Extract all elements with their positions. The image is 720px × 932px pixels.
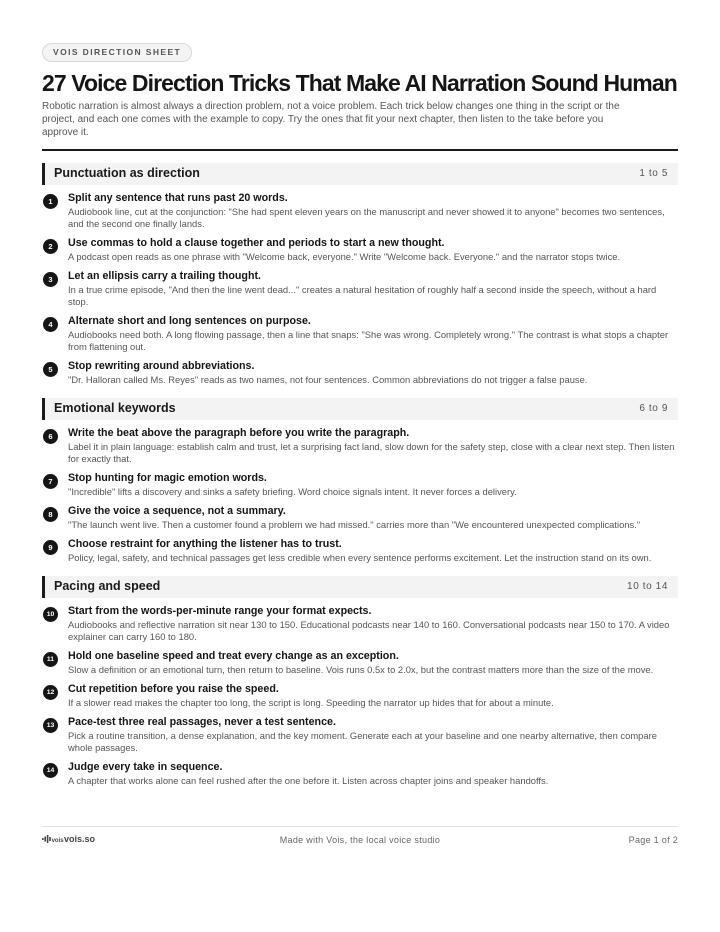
tip-item: [42, 505, 678, 531]
tip-body: Policy, legal, safety, and technical passages get less credible when every sentence performs excitement. Let the instruction stand on its own.: [68, 552, 652, 563]
tip-title: Stop rewriting around abbreviations.: [68, 360, 255, 372]
tip-title: Split any sentence that runs past 20 words.: [68, 192, 288, 204]
section-title: Punctuation as direction: [54, 166, 200, 180]
tip-item: [42, 427, 678, 465]
tip-body: If a slower read makes the chapter too long, the script is long. Speeding the narrator up hides that for about a minute.: [68, 697, 554, 708]
tip-number-badge: 3: [43, 272, 58, 287]
sections-list: [42, 163, 678, 787]
tip-body: A chapter that works alone can feel rushed after the one before it. Listen across chapter joins and speaker handoffs.: [68, 775, 549, 786]
svg-text:vois: vois: [51, 838, 64, 844]
tip-title: Give the voice a sequence, not a summary.: [68, 505, 286, 517]
footer-domain: vois.so: [64, 834, 96, 844]
tip-title: Stop hunting for magic emotion words.: [68, 472, 267, 484]
tip-item: [42, 538, 678, 564]
tip-number-badge: 9: [43, 540, 58, 555]
tip-body: Audiobook line, cut at the conjunction: "She had spent eleven years on the manuscript and never showed it to anyone" becomes two sentences, and the second one finally lands.: [68, 206, 665, 229]
tip-title: Let an ellipsis carry a trailing thought.: [68, 270, 262, 282]
tip-body: In a true crime episode, "And then the line went dead..." creates a natural hesitation of roughly half a second inside the speech, without a hard stop.: [68, 284, 657, 307]
tip-title: Start from the words-per-minute range your format expects.: [68, 605, 372, 617]
tip-item: [42, 315, 678, 353]
tip-number-badge: 14: [43, 763, 58, 778]
tip-title: Use commas to hold a clause together and periods to start a new thought.: [68, 237, 445, 249]
tip-number-badge: 2: [43, 239, 58, 254]
section-range: 6 to 9: [639, 403, 668, 414]
page-title: 27 Voice Direction Tricks That Make AI Narration Sound Human: [42, 70, 677, 96]
tip-item: [42, 270, 678, 308]
tip-body: Pick a routine transition, a dense explanation, and the key moment. Generate each at your baseline and one nearby alternative, then compare whole passages.: [68, 730, 657, 753]
tip-item: [42, 683, 678, 709]
tip-number-badge: 6: [43, 429, 58, 444]
tip-number-badge: 4: [43, 317, 58, 332]
footer-caption: Made with Vois, the local voice studio: [279, 835, 441, 845]
tip-title: Hold one baseline speed and treat every change as an exception.: [68, 650, 399, 662]
tip-number-badge: 13: [43, 718, 58, 733]
sheet-tag: VOIS DIRECTION SHEET: [42, 43, 192, 62]
tip-number-badge: 1: [43, 194, 58, 209]
tip-item: [42, 650, 678, 676]
tip-body: Label it in plain language: establish calm and trust, let a surprising fact land, slow down for the safety step, close with a clear next step. Then listen for exactly that.: [68, 441, 675, 464]
tip-item: [42, 360, 678, 386]
tip-number-badge: 7: [43, 474, 58, 489]
tip-number-badge: 12: [43, 685, 58, 700]
tip-body: Audiobooks need both. A long flowing passage, then a line that snaps: "She was wrong. Completely wrong." The contrast is what stops a chapter from flattening out.: [68, 329, 669, 352]
section-header: [42, 576, 678, 598]
tip-title: Choose restraint for anything the listener has to trust.: [68, 538, 342, 550]
intro-paragraph: Robotic narration is almost always a direction problem, not a voice problem. Each trick below changes one thing in the script or the project, and each one comes with the example to copy. Try the ones that fit your next chapter, then listen to the take before you approve it.: [42, 101, 620, 138]
section-header: [42, 163, 678, 185]
section-range: 1 to 5: [639, 168, 668, 179]
tip-body: "Incredible" lifts a discovery and sinks a safety briefing. Word choice signals intent. It never forces a delivery.: [68, 486, 517, 497]
tip-number-badge: 10: [43, 607, 58, 622]
footer-divider: [42, 826, 678, 827]
tip-body: "The launch went live. Then a customer found a problem we had missed." carries more than "We encountered unexpected complications.": [68, 519, 641, 530]
tip-title: Pace-test three real passages, never a test sentence.: [68, 716, 336, 728]
tip-number-badge: 5: [43, 362, 58, 377]
section-title: Emotional keywords: [54, 401, 176, 415]
tip-body: Slow a definition or an emotional turn, then return to baseline. Vois runs 0.5x to 2.0x, but the contrast matters more than the size of the move.: [68, 664, 654, 675]
tip-body: A podcast open reads as one phrase with "Welcome back, everyone." Write "Welcome back. Everyone." and the narrator stops twice.: [68, 251, 621, 262]
tip-title: Alternate short and long sentences on purpose.: [68, 315, 311, 327]
tip-title: Write the beat above the paragraph before you write the paragraph.: [68, 427, 410, 439]
tip-number-badge: 8: [43, 507, 58, 522]
tip-item: [42, 472, 678, 498]
tip-body: Audiobooks and reflective narration sit near 130 to 150. Educational podcasts near 140 to 160. Conversational podcasts near 150 to 170. A video explainer can carry 160 to 180.: [68, 619, 670, 642]
footer: [42, 834, 678, 848]
tip-item: [42, 605, 678, 643]
section-header: [42, 398, 678, 420]
tip-body: "Dr. Halloran called Ms. Reyes" reads as two names, not four sentences. Common abbreviations do not trigger a false pause.: [68, 374, 588, 385]
tip-item: [42, 761, 678, 787]
tip-item: [42, 716, 678, 754]
tip-title: Judge every take in sequence.: [68, 761, 223, 773]
tip-number-badge: 11: [43, 652, 58, 667]
section-range: 10 to 14: [627, 581, 668, 592]
page-number: Page 1 of 2: [628, 835, 678, 845]
tip-item: [42, 192, 678, 230]
tip-title: Cut repetition before you raise the speed.: [68, 683, 279, 695]
tip-item: [42, 237, 678, 263]
header-divider: [42, 149, 678, 151]
section-title: Pacing and speed: [54, 579, 161, 593]
